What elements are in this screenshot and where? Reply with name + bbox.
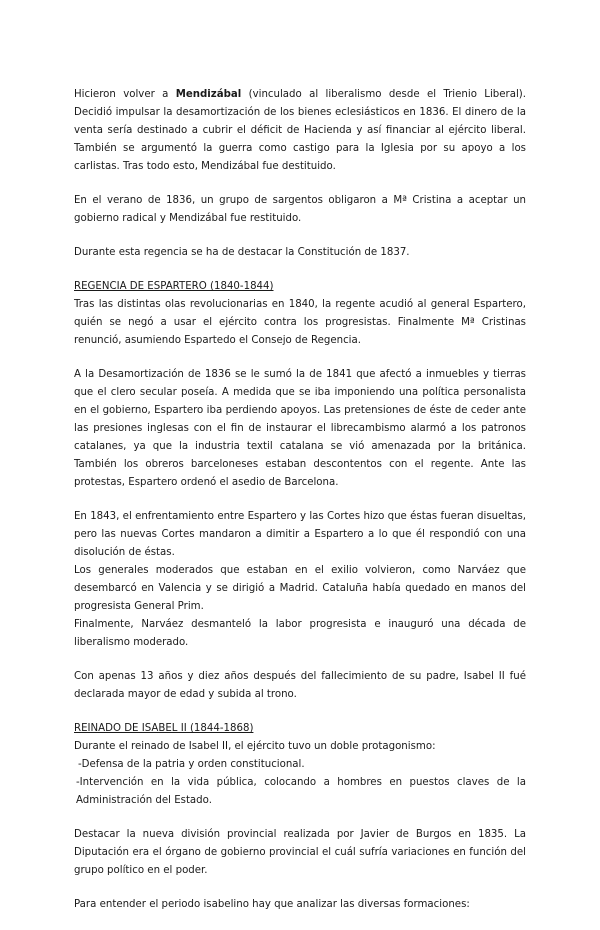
paragraph-espartero-intro: Tras las distintas olas revolucionarias en 1840, la regente acudió al general Espartero, quién se negó a usar el ejército contra los progresistas. Finalmente Mª Cristinas renunció, asumiendo Espartedo el Consejo de Regencia. xyxy=(74,299,526,346)
paragraph-text: Hicieron volver a xyxy=(74,89,176,100)
paragraph-division-provincial: Destacar la nueva división provincial realizada por Javier de Burgos en 1835. La Diputación era el órgano de gobierno provincial el cuál sufría variaciones en función del grupo político en el poder. xyxy=(74,829,526,876)
section-heading-espartero: REGENCIA DE ESPARTERO (1840-1844) xyxy=(74,281,274,292)
paragraph-mayoria-edad: Con apenas 13 años y diez años después del fallecimiento de su padre, Isabel II fué declarada mayor de edad y subida al trono. xyxy=(74,671,526,700)
paragraph-cortes-b: Los generales moderados que estaban en el exilio volvieron, como Narváez que desembarcó en Valencia y se dirigió a Madrid. Cataluña había quedado en manos del progresista General Prim. xyxy=(74,565,526,612)
paragraph-isabel-intro xyxy=(74,738,526,810)
paragraph-desamortizacion: A la Desamortización de 1836 se le sumó la de 1841 que afectó a inmuebles y tierras que el clero secular poseía. A medida que se iba imponiendo una política personalista en el gobierno, Espartero iba perdiendo apoyos. Las pretensiones de éste de ceder ante las presiones inglesas con el fin de instaurar el librecambismo alarmó a los patronos catalanes, ya que la industria textil catalana se vió amenazada por la británica. También los obreros barceloneses estaban descontentos con el regente. Ante las protestas, Espartero ordenó el asedio de Barcelona. xyxy=(74,369,526,488)
list-item: -Defensa de la patria y orden constitucional. xyxy=(78,759,305,770)
paragraph-constitucion: Durante esta regencia se ha de destacar la Constitución de 1837. xyxy=(74,247,410,258)
paragraph-cortes-c: Finalmente, Narváez desmanteló la labor progresista e inauguró una década de liberalismo moderado. xyxy=(74,619,526,648)
paragraph-cortes xyxy=(74,508,526,652)
section-heading-isabel: REINADO DE ISABEL II (1844-1868) xyxy=(74,723,254,734)
bold-name-mendizabal: Mendizábal xyxy=(175,89,242,100)
paragraph-sargentos: En el verano de 1836, un grupo de sargentos obligaron a Mª Cristina a aceptar un gobierno radical y Mendizábal fue restituido. xyxy=(74,195,526,224)
document-page xyxy=(74,86,526,930)
paragraph-cortes-a: En 1843, el enfrentamiento entre Espartero y las Cortes hizo que éstas fueran disueltas, pero las nuevas Cortes mandaron a dimitir a Espartero a lo que él respondió con una disolución de éstas. xyxy=(74,511,526,558)
paragraph-text: (vinculado al liberalismo desde el Trienio Liberal). Decidió impulsar la desamortización de los bienes eclesiásticos en 1836. El dinero de la venta sería destinado a cubrir el déficit de Hacienda y así financiar al ejército liberal. También se argumentó la guerra como castigo para la Iglesia por su apoyo a los carlistas. Tras todo esto, Mendizábal fue destituido. xyxy=(74,89,526,172)
list-item: -Intervención en la vida pública, colocando a hombres en puestos claves de la Administración del Estado. xyxy=(76,777,526,806)
paragraph-formaciones: Para entender el periodo isabelino hay que analizar las diversas formaciones: xyxy=(74,899,470,910)
intro-line: Durante el reinado de Isabel II, el ejército tuvo un doble protagonismo: xyxy=(74,741,436,752)
paragraph-mendizabal xyxy=(74,86,526,176)
